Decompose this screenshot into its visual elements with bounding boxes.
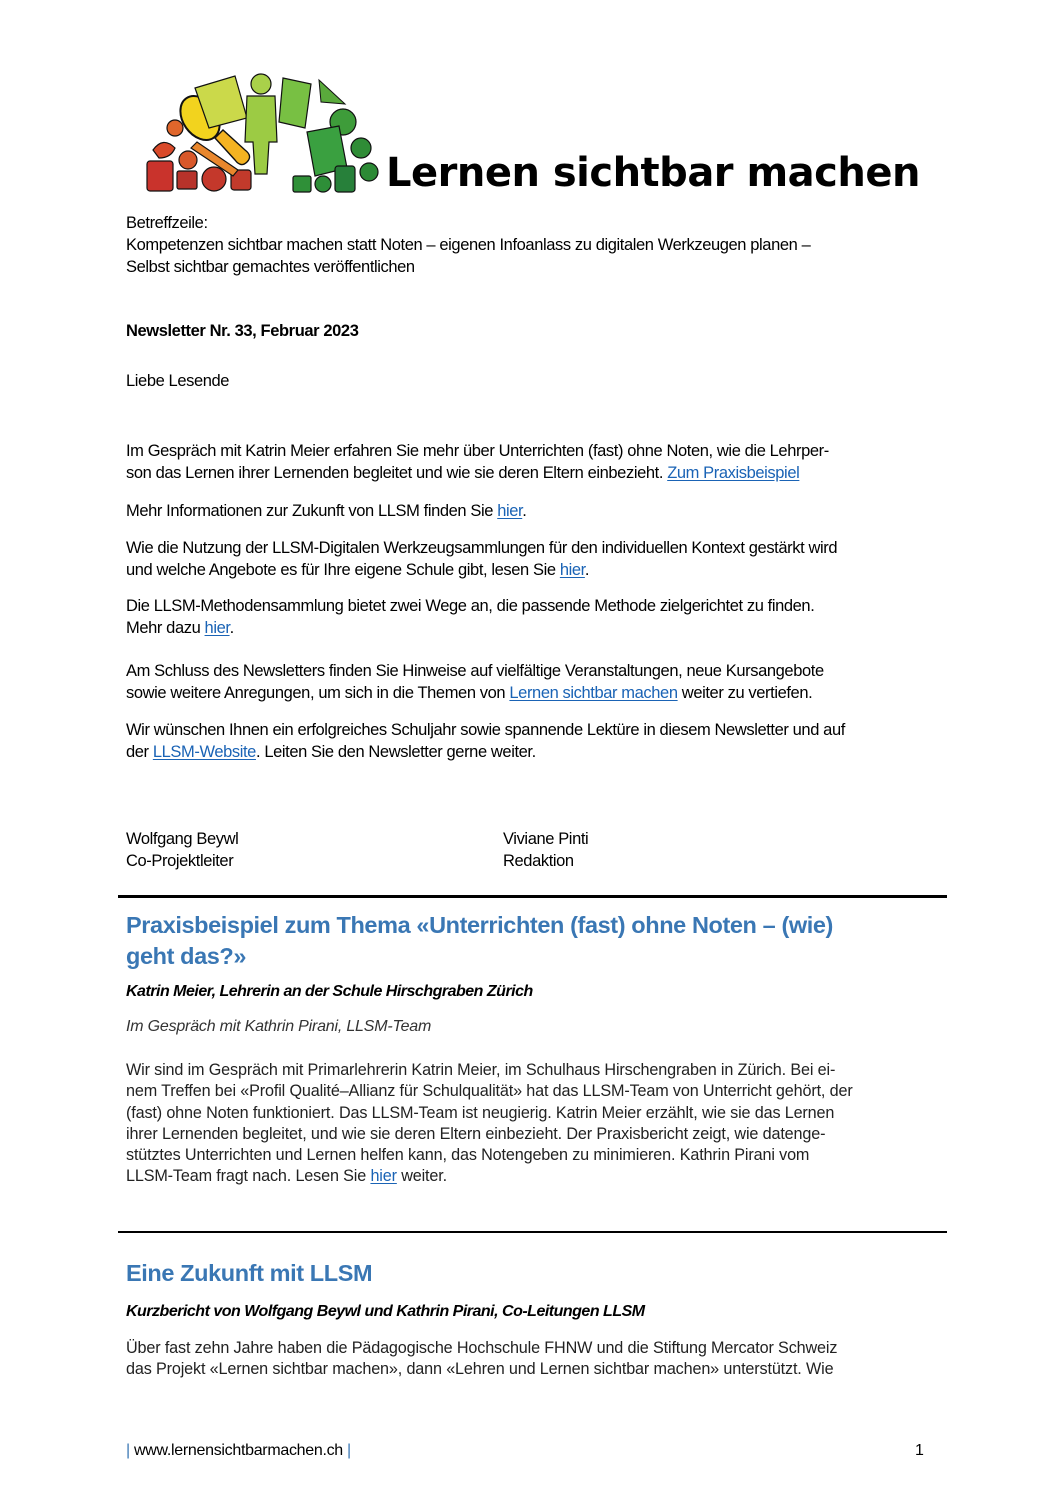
body-line: nem Treffen bei «Profil Qualité–Allianz für Schulqualität» hat das LLSM-Team von Unterricht gehört, der bbox=[126, 1082, 853, 1101]
section-body bbox=[126, 1060, 956, 1188]
subject-label: Betreffzeile: bbox=[126, 214, 208, 232]
greeting: Liebe Lesende bbox=[126, 372, 230, 390]
intro-line bbox=[126, 617, 814, 639]
signature-name: Wolfgang Beywl bbox=[126, 830, 239, 848]
intro-line: Wie die Nutzung der LLSM-Digitalen Werkzeugsammlungen für den individuellen Kontext gestärkt wird bbox=[126, 539, 838, 557]
lernen-sichtbar-link[interactable]: Lernen sichtbar machen bbox=[509, 684, 678, 702]
footer-pipe: | bbox=[347, 1442, 351, 1459]
body-line: (fast) ohne Noten funktioniert. Das LLSM-Team ist neugierig. Katrin Meier erzählt, wie sie das Lernen bbox=[126, 1103, 835, 1122]
llsm-website-link[interactable]: LLSM-Website bbox=[152, 743, 256, 761]
section-heading bbox=[126, 910, 833, 972]
intro-text: Mehr Informationen zur Zukunft von LLSM finden Sie bbox=[126, 502, 498, 520]
signature bbox=[126, 828, 238, 872]
page-number: 1 bbox=[915, 1442, 924, 1459]
intro-line: Wir wünschen Ihnen ein erfolgreiches Schuljahr sowie spannende Lektüre in diesem Newsletter und auf bbox=[126, 721, 845, 739]
intro-text: der bbox=[126, 743, 153, 761]
footer-url bbox=[126, 1442, 351, 1460]
body-line: ihrer Lernenden begleitet, und wie sie deren Eltern einbezieht. Der Praxisbericht zeigt, wie datenge- bbox=[126, 1124, 826, 1143]
intro-paragraph bbox=[126, 440, 829, 484]
logo-illustration bbox=[143, 68, 388, 196]
zukunft-hier-link[interactable]: hier bbox=[497, 502, 523, 520]
intro-text: Mehr dazu bbox=[126, 619, 205, 637]
section-divider bbox=[118, 1231, 947, 1233]
body-line: Wir sind im Gespräch mit Primarlehrerin Katrin Meier, im Schulhaus Hirschengraben in Zürich. Bei ei- bbox=[126, 1061, 836, 1079]
intro-text: . bbox=[522, 502, 527, 520]
intro-text: und welche Angebote es für Ihre eigene Schule gibt, lesen Sie bbox=[126, 561, 560, 579]
werkzeug-hier-link[interactable]: hier bbox=[559, 561, 585, 579]
section-body bbox=[126, 1338, 956, 1381]
signature-role: Redaktion bbox=[503, 852, 574, 870]
newsletter-title: Newsletter Nr. 33, Februar 2023 bbox=[126, 322, 359, 340]
intro-line: Am Schluss des Newsletters finden Sie Hinweise auf vielfältige Veranstaltungen, neue Kursangebote bbox=[126, 662, 824, 680]
body-line: Über fast zehn Jahre haben die Pädagogische Hochschule FHNW und die Stiftung Mercator Schweiz bbox=[126, 1339, 838, 1357]
methoden-hier-link[interactable]: hier bbox=[204, 619, 230, 637]
intro-line: Im Gespräch mit Katrin Meier erfahren Sie mehr über Unterrichten (fast) ohne Noten, wie die Lehrper- bbox=[126, 442, 829, 460]
signature-role: Co-Projektleiter bbox=[126, 852, 234, 870]
praxisbericht-hier-link[interactable]: hier bbox=[370, 1167, 397, 1186]
section-heading: Eine Zukunft mit LLSM bbox=[126, 1260, 373, 1286]
intro-paragraph bbox=[126, 595, 814, 639]
section-byline: Katrin Meier, Lehrerin an der Schule Hirschgraben Zürich bbox=[126, 983, 533, 1000]
body-text: LLSM-Team fragt nach. Lesen Sie bbox=[126, 1167, 371, 1186]
logo-title: Lernen sichtbar machen bbox=[386, 150, 920, 196]
intro-line bbox=[126, 462, 829, 484]
footer-pipe: | bbox=[126, 1442, 130, 1459]
section-interviewer: Im Gespräch mit Kathrin Pirani, LLSM-Team bbox=[126, 1018, 432, 1035]
signature bbox=[503, 828, 588, 872]
subject-line: Selbst sichtbar gemachtes veröffentlichen bbox=[126, 258, 415, 276]
subject-line: Kompetenzen sichtbar machen statt Noten – eigenen Infoanlass zu digitalen Werkzeugen planen – bbox=[126, 236, 811, 254]
intro-text: . Leiten Sie den Newsletter gerne weiter. bbox=[255, 743, 536, 761]
body-line: stütztes Unterrichten und Lernen helfen kann, das Notengeben zu minimieren. Kathrin Pirani vom bbox=[126, 1146, 810, 1165]
intro-paragraph bbox=[126, 500, 526, 522]
intro-line: Die LLSM-Methodensammlung bietet zwei Wege an, die passende Methode zielgerichtet zu finden. bbox=[126, 597, 815, 615]
intro-line bbox=[126, 741, 845, 763]
intro-line bbox=[126, 682, 824, 704]
signature-name: Viviane Pinti bbox=[503, 830, 589, 848]
section-byline: Kurzbericht von Wolfgang Beywl und Kathrin Pirani, Co-Leitungen LLSM bbox=[126, 1303, 645, 1320]
section-heading-line: Praxisbeispiel zum Thema «Unterrichten (fast) ohne Noten – (wie) bbox=[126, 912, 833, 938]
intro-text: . bbox=[229, 619, 234, 637]
intro-text: . bbox=[584, 561, 590, 579]
intro-line bbox=[126, 559, 837, 581]
section-heading-line: geht das?» bbox=[126, 943, 247, 969]
logo-illustration-icon bbox=[143, 68, 388, 196]
intro-text: sowie weitere Anregungen, um sich in die Themen von bbox=[126, 684, 510, 702]
website-url[interactable]: www.lernensichtbarmachen.ch bbox=[129, 1442, 348, 1459]
body-text: weiter. bbox=[396, 1167, 447, 1186]
intro-paragraph bbox=[126, 660, 824, 704]
intro-text: son das Lernen ihrer Lernenden begleitet und wie sie deren Eltern einbezieht. bbox=[126, 464, 668, 482]
intro-text: weiter zu vertiefen. bbox=[677, 684, 813, 702]
intro-paragraph bbox=[126, 719, 845, 763]
body-line bbox=[126, 1166, 956, 1187]
section-divider bbox=[118, 895, 947, 898]
body-line: das Projekt «Lernen sichtbar machen», dann «Lehren und Lernen sichtbar machen» unterstützt. Wie bbox=[126, 1360, 834, 1379]
praxisbeispiel-link[interactable]: Zum Praxisbeispiel bbox=[667, 464, 800, 482]
intro-paragraph bbox=[126, 537, 837, 581]
